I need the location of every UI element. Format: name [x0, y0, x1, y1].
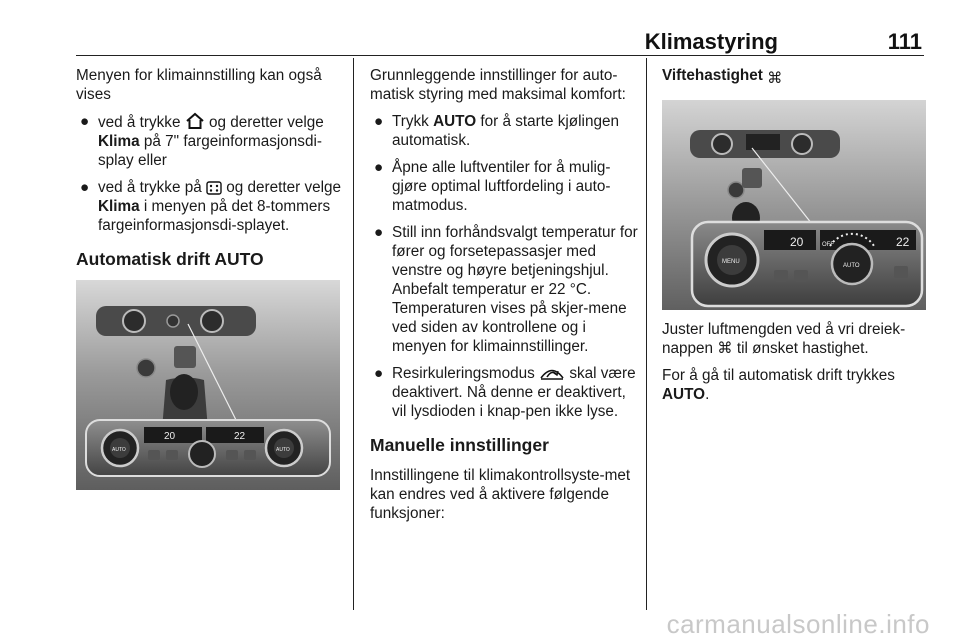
fig2-auto-label: AUTO: [843, 263, 860, 269]
col3-heading: Viftehastighet ⌘: [662, 67, 783, 87]
menu-icon: [206, 181, 222, 195]
fig2-temp-left: 20: [790, 235, 804, 249]
col2-outro: Innstillingene til klimakontrollsyste-met kan endres ved å aktivere følgende funksjoner:: [370, 467, 631, 522]
col2-bullet-3: ● Still inn forhåndsvalgt temperatur for fører og forsetepassasjer med venstre og høyre betjeningshjul. Anbefalt temperatur er 22 °C. Temperaturen vises på skjer-mene ved siden av kontrollene og i menyen for klimainnstillinger.: [374, 224, 638, 355]
figure-fan-control: [662, 100, 926, 310]
col1-bullet-1: ● ved å trykke og deretter velge Klima på 7" fargeinformasjonsdi-splay eller: [80, 113, 324, 169]
fan-icon: ⌘: [767, 70, 783, 87]
col2-bullet-4: ● Resirkuleringsmodus skal være deaktivert. Nå denne er deaktivert, vil lysdioden i knap-pen ikke lyse.: [374, 365, 636, 420]
col2-bullet-2: ● Åpne alle luftventiler for å mulig-gjøre optimal luftfordeling i auto-matmodus.: [374, 159, 611, 214]
page-number: 111: [887, 29, 922, 54]
col3-paragraph-1: Juster luftmengden ved å vri dreiek-nappen ⌘ til ønsket hastighet.: [662, 321, 906, 357]
header-rule: [76, 55, 924, 56]
column-1: [76, 66, 344, 490]
fig2-off-label: OFF: [822, 242, 834, 248]
col2-heading: Manuelle innstillinger: [370, 435, 549, 455]
console-illustration: [76, 280, 340, 490]
fig2-temp-right: 22: [896, 235, 910, 249]
fig2-menu-label: MENU: [722, 259, 740, 265]
column-3: [662, 66, 930, 412]
fan-control-illustration: [662, 100, 926, 310]
section-title: Klimastyring: [644, 29, 778, 54]
col1-bullet-2: ● ved å trykke på og deretter velge Klima i menyen på det 8-tommers fargeinformasjonsdi-splayet.: [80, 179, 342, 234]
col1-intro: Menyen for klimainnstilling kan også vises: [76, 67, 322, 103]
figure-console-overview: [76, 280, 340, 490]
home-icon: [185, 112, 205, 130]
col3-paragraph-2: For å gå til automatisk drift trykkes AUTO.: [662, 367, 895, 403]
fan-icon-inline: ⌘: [717, 340, 733, 357]
watermark: carmanualsonline.info: [666, 609, 930, 639]
fig1-auto-left: AUTO: [112, 447, 126, 453]
col1-heading: Automatisk drift AUTO: [76, 249, 264, 269]
fig1-temp-right: 22: [234, 431, 246, 442]
column-divider-2: [646, 58, 647, 610]
column-divider-1: [353, 58, 354, 610]
column-2: [370, 66, 638, 531]
fig1-auto-right: AUTO: [276, 447, 290, 453]
recirculation-icon: [539, 365, 565, 381]
col2-bullet-1: ● Trykk AUTO for å starte kjølingen automatisk.: [374, 113, 619, 149]
fig1-temp-left: 20: [164, 431, 176, 442]
col2-intro: Grunnleggende innstillinger for auto-matisk styring med maksimal komfort:: [370, 67, 626, 103]
